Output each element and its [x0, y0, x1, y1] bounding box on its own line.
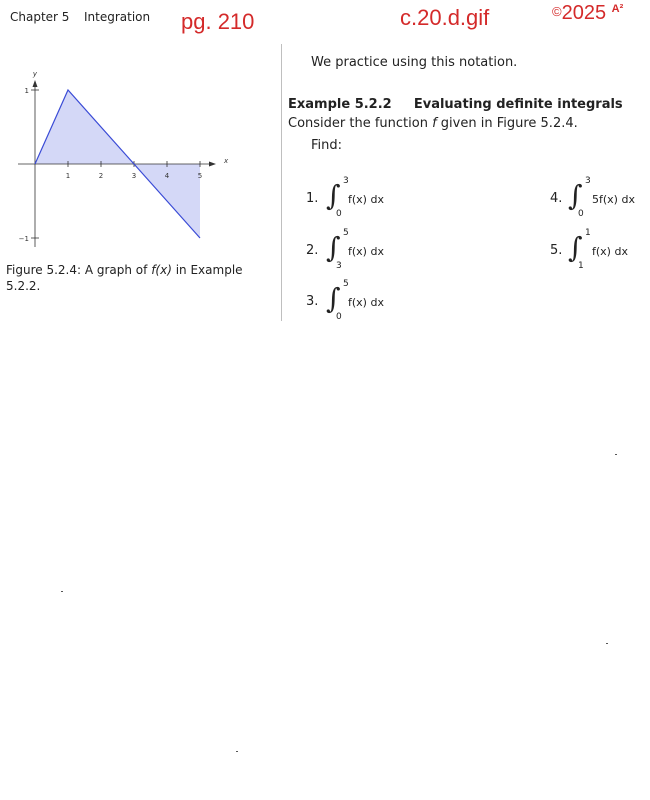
speck: [61, 591, 63, 592]
integrand: f(x) dx: [348, 193, 384, 206]
lower-limit: 0: [336, 209, 342, 219]
speck: [615, 454, 617, 455]
chapter-label: Chapter 5: [10, 10, 70, 24]
copyright-superscript: A²: [611, 3, 624, 15]
lower-limit: 0: [578, 209, 584, 219]
copyright-notice: [552, 2, 623, 25]
upper-limit: 5: [343, 228, 349, 238]
lower-limit: 0: [336, 312, 342, 322]
x-tick-label: 4: [164, 172, 170, 180]
integral-sign-icon: ∫: [568, 179, 583, 212]
example-heading: [288, 97, 623, 112]
upper-limit: 3: [343, 176, 349, 186]
integral-sign-icon: ∫: [326, 231, 341, 264]
copyright-year: 2025: [561, 2, 607, 24]
caption-suffix: in Example 5.2.2.: [6, 263, 243, 293]
integral-label: 1.: [306, 191, 319, 206]
column-divider: [281, 44, 282, 321]
statement-post: given in Figure 5.2.4.: [436, 116, 578, 131]
caption-prefix: Figure 5.2.4: A graph of: [6, 263, 152, 277]
integral-label: 2.: [306, 243, 319, 258]
x-axis-arrow: [209, 162, 216, 167]
y-axis-label: y: [32, 70, 38, 78]
find-label: Find:: [311, 138, 343, 153]
area-positive: [35, 90, 134, 164]
function-graph: [0, 68, 240, 248]
integrand: f(x) dx: [592, 245, 628, 258]
example-number: Example 5.2.2: [288, 97, 392, 112]
caption-function: f(x): [151, 263, 172, 277]
y-axis-arrow: [33, 80, 38, 87]
y-tick-label: 1: [24, 87, 29, 95]
integral-sign-icon: ∫: [568, 231, 583, 264]
statement-func: f: [432, 116, 437, 131]
integral-sign-icon: ∫: [326, 282, 341, 315]
y-tick-label: −1: [18, 235, 29, 243]
upper-limit: 5: [343, 279, 349, 289]
x-axis-label: x: [224, 157, 229, 165]
example-statement: [288, 116, 578, 131]
integral-sign-icon: ∫: [326, 179, 341, 212]
page-number: pg. 210: [181, 9, 255, 34]
intro-text: We practice using this notation.: [311, 55, 518, 70]
copyright-symbol: ©: [552, 4, 562, 19]
speck: [606, 643, 608, 644]
integrand: f(x) dx: [348, 296, 384, 309]
example-title: Evaluating definite integrals: [413, 97, 623, 112]
upper-limit: 1: [585, 228, 591, 238]
integrand: f(x) dx: [348, 245, 384, 258]
statement-pre: Consider the function: [288, 116, 433, 131]
speck: [236, 751, 238, 752]
section-label: Integration: [84, 10, 151, 24]
lower-limit: 1: [578, 261, 584, 271]
x-tick-label: 2: [98, 172, 104, 180]
x-tick-label: 5: [197, 172, 203, 180]
integral-label: 4.: [550, 191, 563, 206]
filename-label: c.20.d.gif: [400, 5, 490, 30]
upper-limit: 3: [585, 176, 591, 186]
integral-label: 3.: [306, 294, 319, 309]
figure-caption: [6, 262, 256, 294]
x-tick-label: 3: [131, 172, 137, 180]
lower-limit: 3: [336, 261, 342, 271]
integrand: 5f(x) dx: [592, 193, 635, 206]
integral-label: 5.: [550, 243, 563, 258]
x-tick-label: 1: [65, 172, 71, 180]
